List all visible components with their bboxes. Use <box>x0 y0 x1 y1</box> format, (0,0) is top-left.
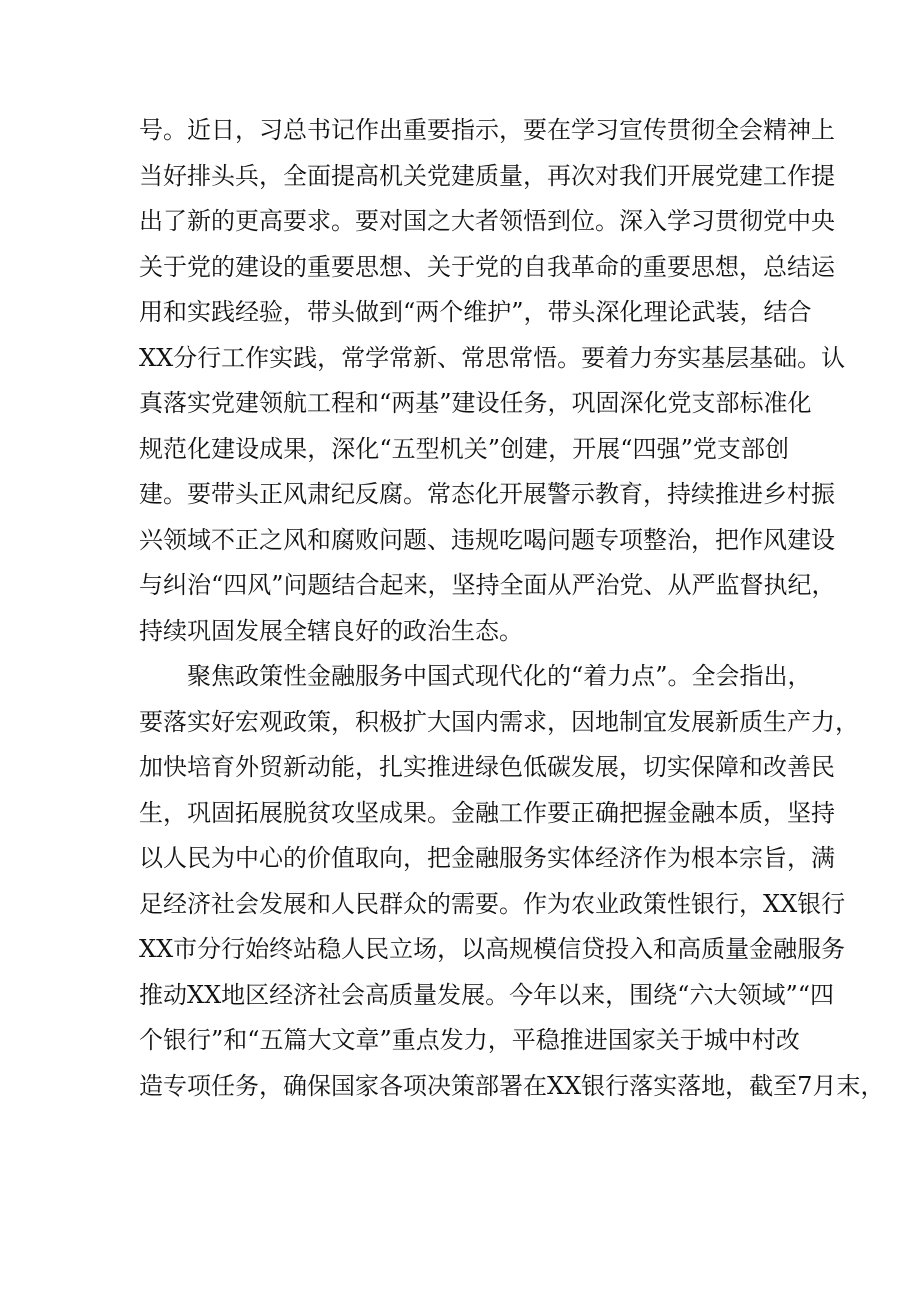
text-line: XX分行工作实践，常学常新、常思常悟。要着力夯实基层基础。认 <box>139 343 846 372</box>
text-line: 号。近日，习总书记作出重要指示，要在学习宣传贯彻全会精神上 <box>139 116 835 144</box>
text-line: 出了新的更高要求。要对国之大者领悟到位。深入学习贯彻党中央 <box>139 207 835 235</box>
text-line: 真落实党建领航工程和“两基”建设任务，巩固深化党支部标准化 <box>139 389 812 417</box>
text-line: 要落实好宏观政策，积极扩大国内需求，因地制宜发展新质生产力， <box>139 707 859 736</box>
text-line: 以人民为中心的价值取向，把金融服务实体经济作为根本宗旨，满 <box>139 844 835 872</box>
text-line: 兴领域不正之风和腐败问题、违规吃喝问题专项整治，把作风建设 <box>139 525 835 554</box>
text-line: 聚焦政策性金融服务中国式现代化的“着力点”。全会指出， <box>187 662 812 690</box>
text-line: 个银行”和“五篇大文章”重点发力，平稳推进国家关于城中村改 <box>139 1026 800 1054</box>
text-line: 造专项任务，确保国家各项决策部署在XX银行落实落地，截至7月末， <box>139 1071 885 1100</box>
text-line: 当好排头兵，全面提高机关党建质量，再次对我们开展党建工作提 <box>139 161 835 190</box>
text-line: 生，巩固拓展脱贫攻坚成果。金融工作要正确把握金融本质，坚持 <box>139 798 835 827</box>
text-line: 用和实践经验，带头做到“两个维护”，带头深化理论武装，结合 <box>139 298 812 326</box>
text-line: 规范化建设成果，深化“五型机关”创建，开展“四强”党支部创 <box>139 434 789 463</box>
text-line: XX市分行始终站稳人民立场，以高规模信贷投入和高质量金融服务 <box>139 935 846 963</box>
text-line: 建。要带头正风肃纪反腐。常态化开展警示教育，持续推进乡村振 <box>139 480 835 508</box>
text-line: 足经济社会发展和人民群众的需要。作为农业政策性银行，XX银行 <box>139 889 846 918</box>
document-body <box>139 108 885 1109</box>
text-line: 关于党的建设的重要思想、关于党的自我革命的重要思想，总结运 <box>139 252 835 281</box>
text-line: 与纠治“四风”问题结合起来，坚持全面从严治党、从严监督执纪， <box>139 571 836 599</box>
paragraph-focus-point <box>139 654 885 1109</box>
text-line: 持续巩固发展全辖良好的政治生态。 <box>139 616 523 645</box>
paragraph-continuation <box>139 108 846 654</box>
text-line: 加快培育外贸新动能，扎实推进绿色低碳发展，切实保障和改善民 <box>139 753 835 781</box>
text-line: 推动XX地区经济社会高质量发展。今年以来，围绕“六大领域”“四 <box>139 980 834 1009</box>
